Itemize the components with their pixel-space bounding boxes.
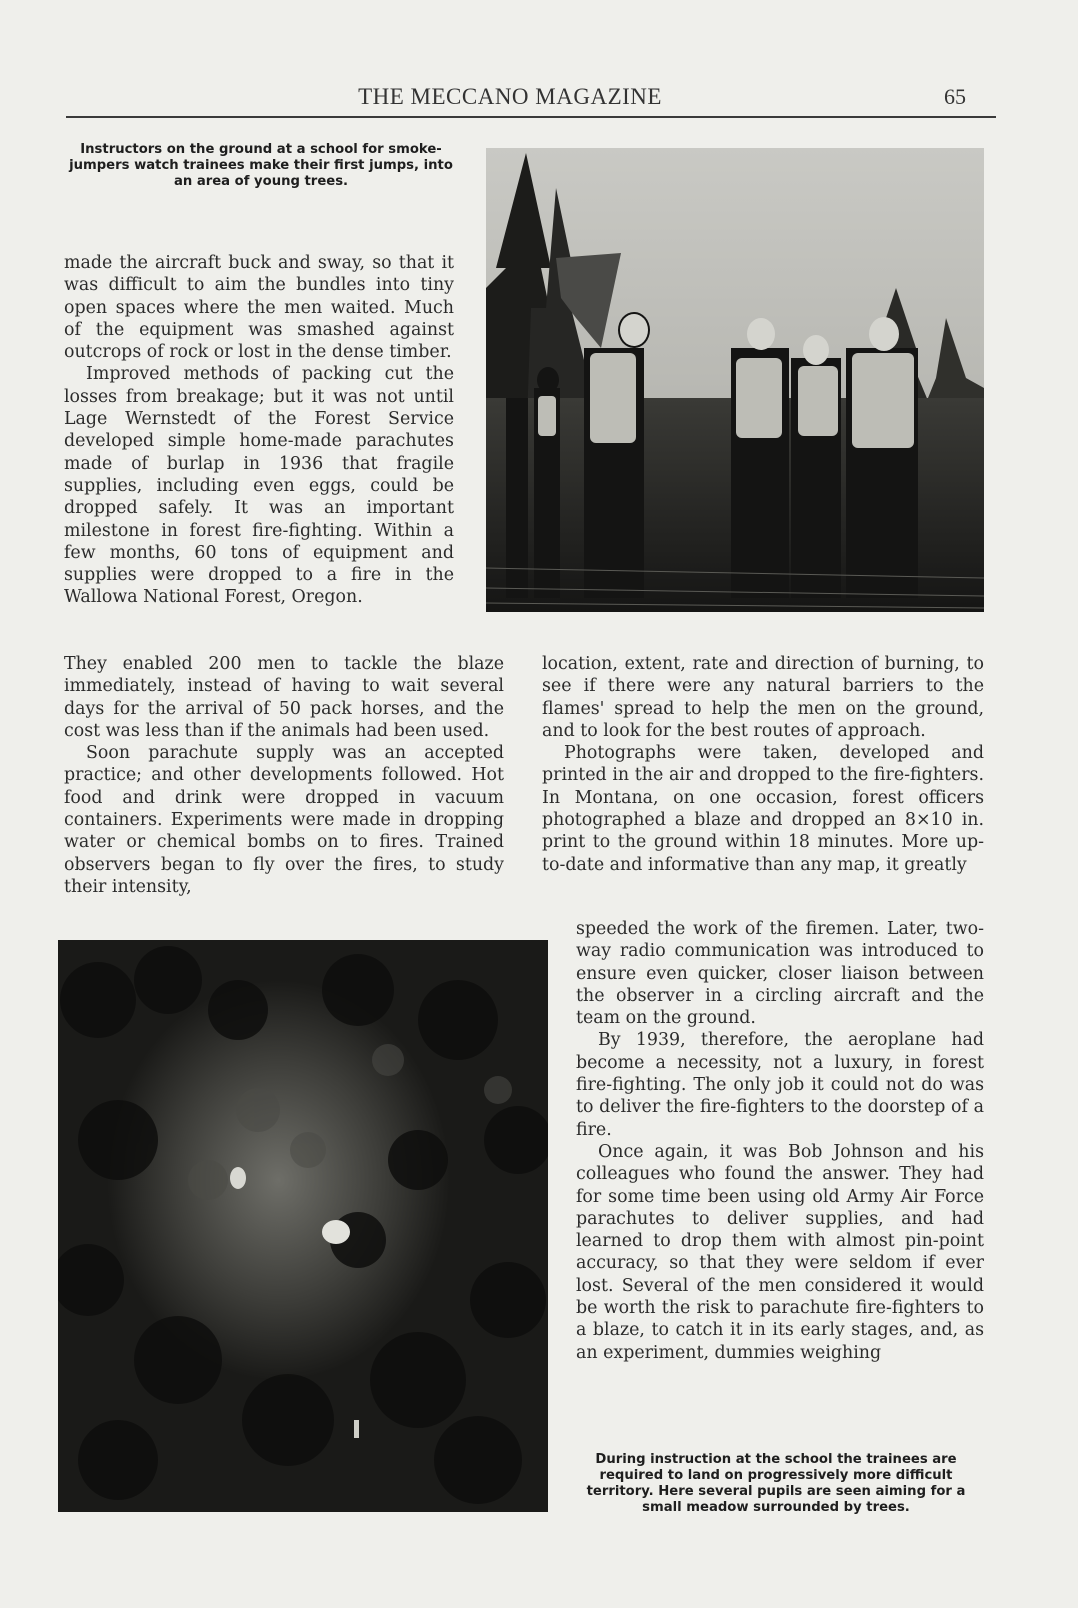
header-divider <box>66 116 996 118</box>
page-number: 65 <box>944 84 966 109</box>
article-column-1-upper <box>64 252 454 609</box>
running-header-title: THE MECCANO MAGAZINE <box>358 84 662 109</box>
caption-bottom-photo: During instruction at the school the trainees are required to land on progressively more difficult territory. Here several pupils are seen aiming for a small meadow surrounded by trees. <box>586 1452 966 1515</box>
photo-aerial-forest-image <box>58 940 548 1512</box>
caption-top-photo: Instructors on the ground at a school for smoke-jumpers watch trainees make their first jumps, into an area of young trees. <box>69 142 453 189</box>
paragraph: They enabled 200 men to tackle the blaze immediately, instead of having to wait several days for the arrival of 50 pack horses, and the cost was less than if the animals had been used. <box>64 654 504 741</box>
paragraph: Photographs were taken, developed and printed in the air and dropped to the fire-fighters. In Montana, on one occasion, forest officers photographed a blaze and dropped an 8×10 in. print to the ground within 18 minutes. More up-to-date and informative than any map, it greatly <box>542 743 984 875</box>
parachute-canopy <box>230 1167 246 1189</box>
paragraph: Once again, it was Bob Johnson and his colleagues who found the answer. They had for some time been using old Army Air Force parachutes to deliver supplies, and had learned to drop them with almost pin-point accuracy, so that they were seldom if ever lost. Several of the men considered it would be worth the risk to parachute fire-fighters to a blaze, to catch it in its early stages, and, as an experiment, dummies weighing <box>576 1141 984 1363</box>
paragraph: made the aircraft buck and sway, so that it was difficult to aim the bundles into tiny open spaces where the men waited. Much of the equipment was smashed against outcrops of rock or lost in the dense timber. <box>64 253 454 363</box>
parachute-canopy <box>322 1220 350 1244</box>
photo-instructors-image <box>486 148 984 612</box>
paragraph: Improved methods of packing cut the losses from breakage; but it was not until Lage Wernstedt of the Forest Service developed simple home-made parachutes made of burlap in 1936 that fragile supplies, including even eggs, could be dropped safely. It was an important milestone in forest fire-fighting. Within a few months, 60 tons of equipment and supplies were dropped to a fire in the Wallowa National Forest, Oregon. <box>64 364 454 608</box>
paragraph: speeded the work of the firemen. Later, two-way radio communication was introduced to ensure even quicker, closer liaison between the observer in a circling aircraft and the team on the ground. <box>576 919 984 1029</box>
article-column-2-upper <box>542 653 984 876</box>
photo-instructors-watching <box>486 148 984 612</box>
photo-aerial-forest-parachutes <box>58 940 548 1512</box>
article-column-2-lower <box>576 918 984 1364</box>
paragraph: Soon parachute supply was an accepted practice; and other developments followed. Hot food and drink were dropped in vacuum containers. Experiments were made in dropping water or chemical bombs on to fires. Trained observers began to fly over the fires, to study their intensity, <box>64 743 504 897</box>
paragraph: location, extent, rate and direction of burning, to see if there were any natural barriers to the flames' spread to help the men on the ground, and to look for the best routes of approach. <box>542 654 984 741</box>
article-column-1-lower <box>64 653 504 898</box>
paragraph: By 1939, therefore, the aeroplane had become a necessity, not a luxury, in forest fire-fighting. The only job it could not do was to deliver the fire-fighters to the doorstep of a fire. <box>576 1030 984 1140</box>
